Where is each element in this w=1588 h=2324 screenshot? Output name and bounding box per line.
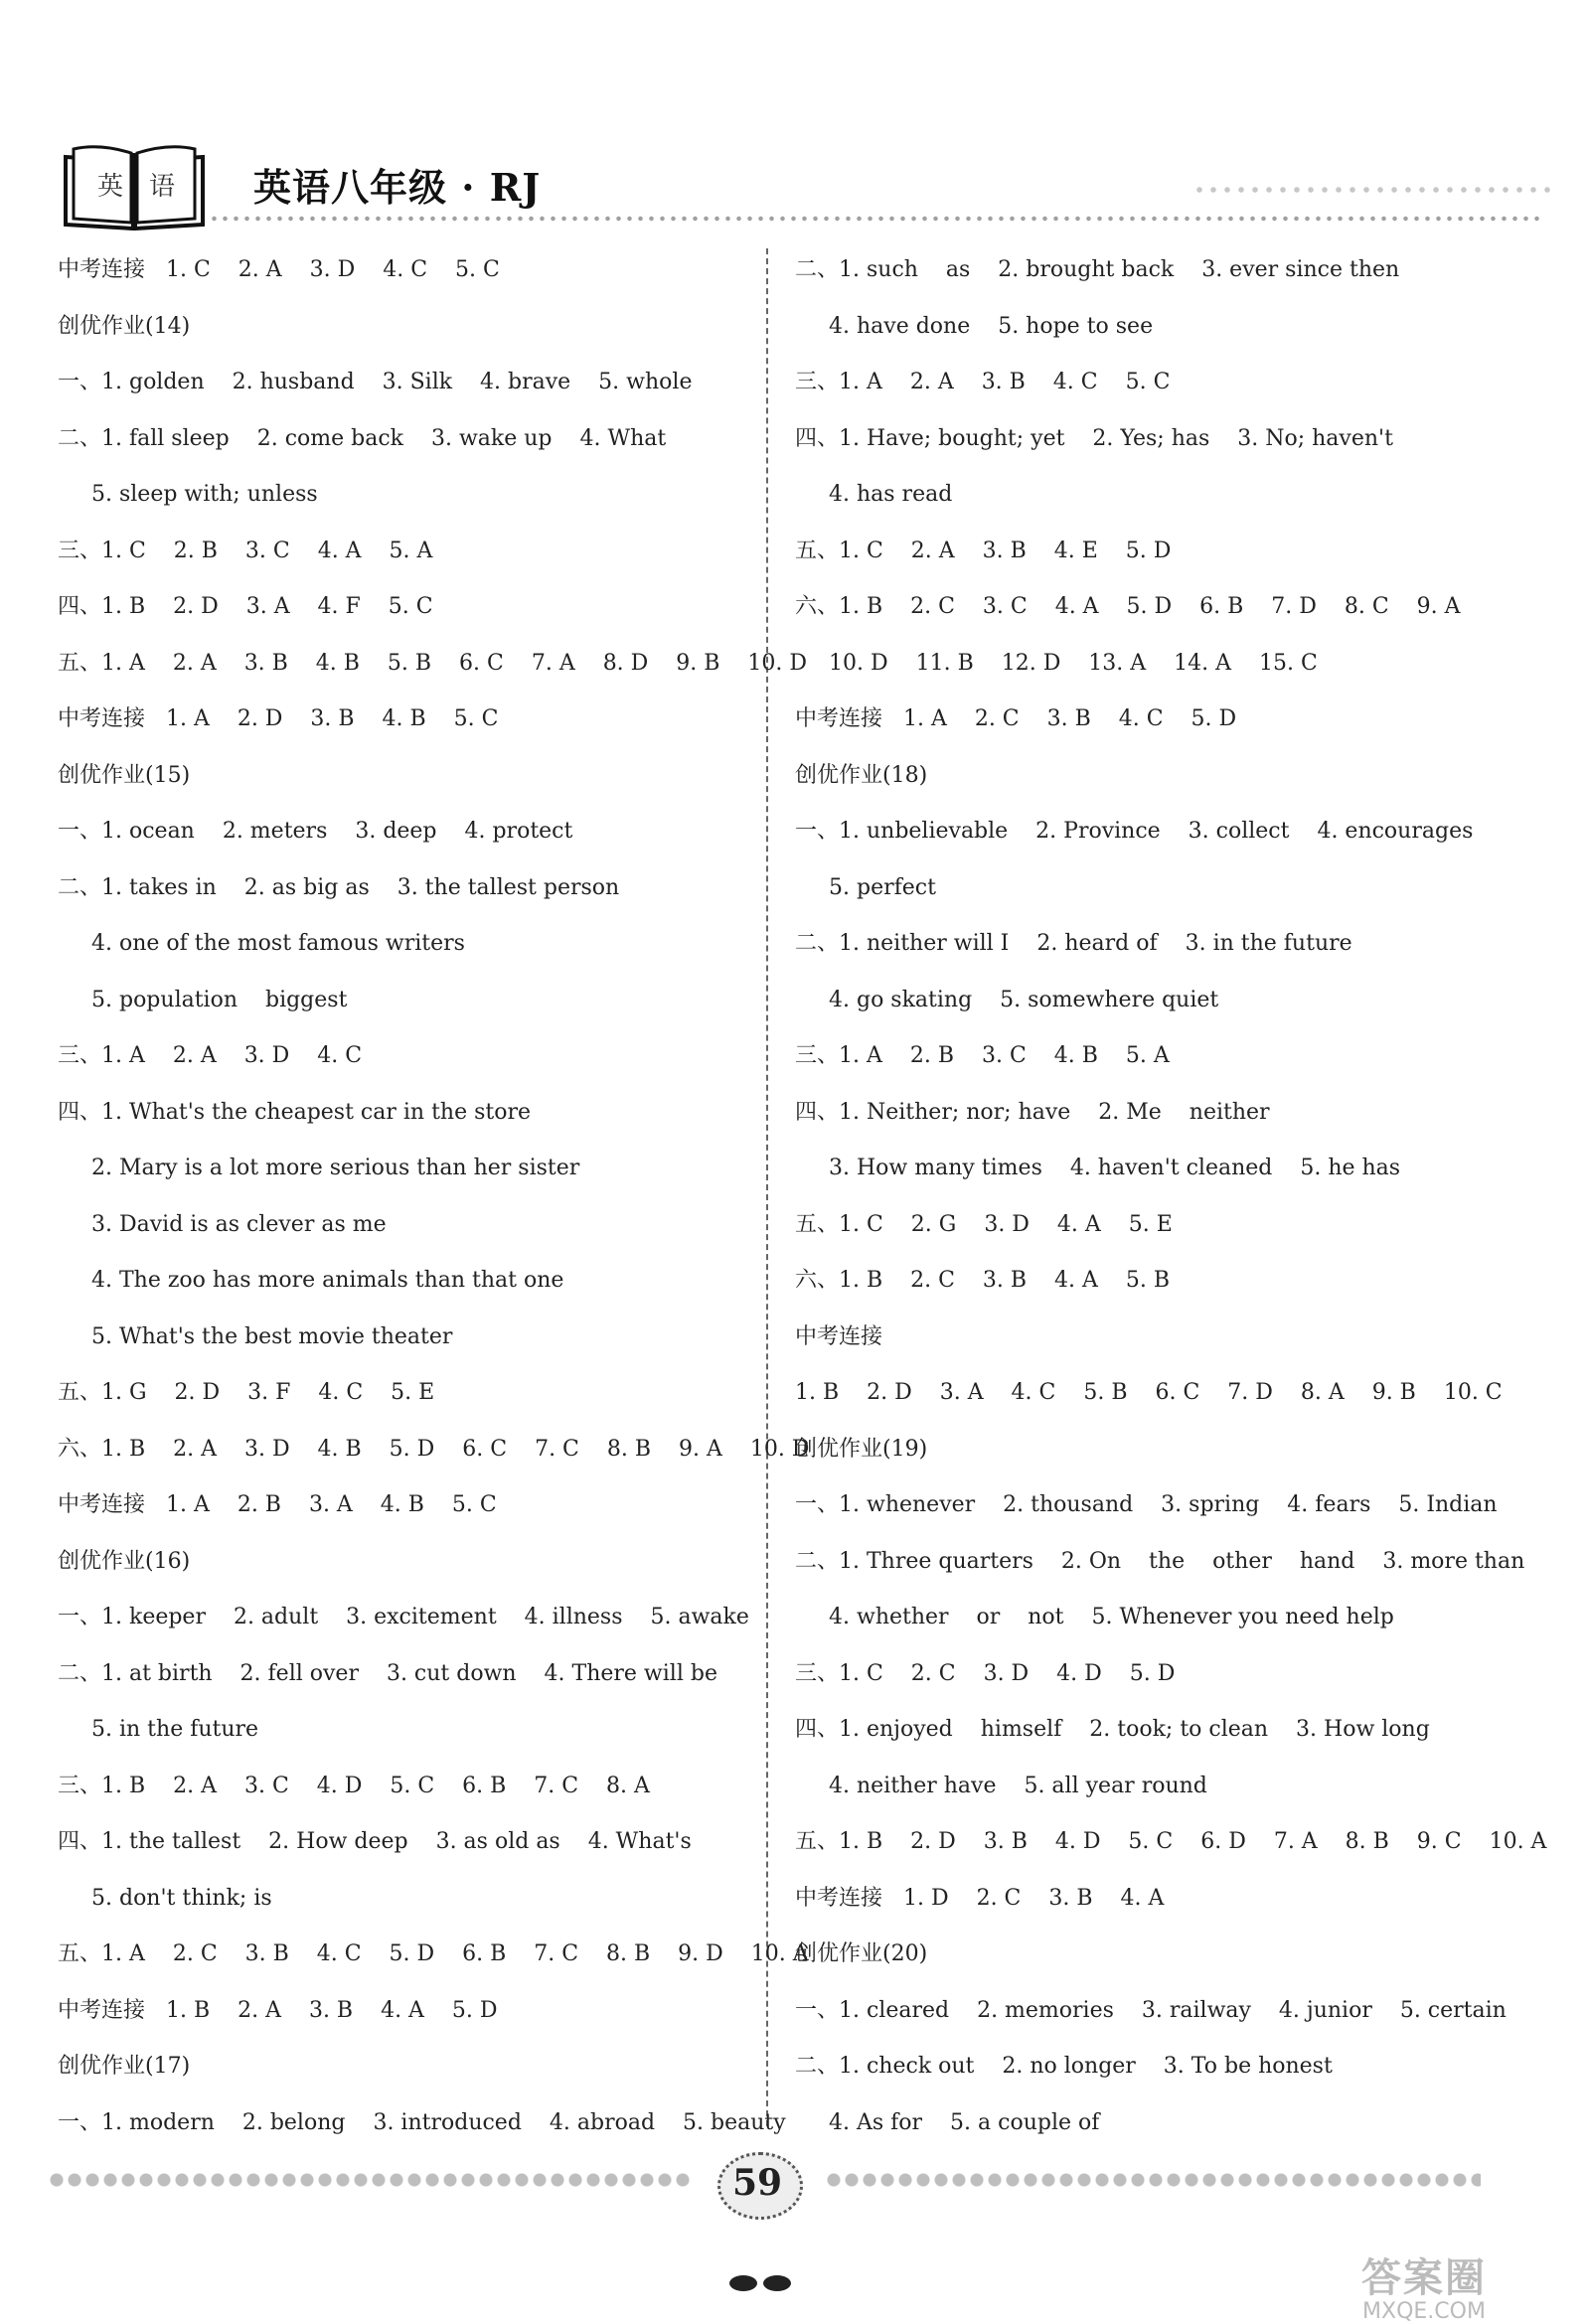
answer-line: 5. population biggest: [91, 987, 348, 1012]
answer-line: 五、1. G 2. D 3. F 4. C 5. E: [58, 1380, 435, 1405]
answer-line: 三、1. A 2. A 3. B 4. C 5. C: [795, 370, 1171, 394]
answer-line: 创优作业(18): [795, 762, 928, 788]
answer-line: 四、1. B 2. D 3. A 4. F 5. C: [58, 594, 433, 619]
answer-line: 1. B 2. D 3. A 4. C 5. B 6. C 7. D 8. A 9. B 10. C: [795, 1380, 1503, 1405]
answer-line: 四、1. What's the cheapest car in the store: [58, 1099, 532, 1125]
footer-dots-left: [48, 2170, 694, 2190]
book-char-left: 英: [97, 172, 124, 202]
answer-line: 创优作业(20): [795, 1941, 928, 1966]
left-answer-column: [58, 242, 810, 2151]
answer-line: 4. have done 5. hope to see: [829, 313, 1154, 339]
page-header: [60, 139, 1491, 229]
answer-line: 中考连接 1. C 2. A 3. D 4. C 5. C: [58, 257, 500, 282]
answer-line: 五、1. C 2. G 3. D 4. A 5. E: [795, 1211, 1173, 1237]
answer-line: 五、1. A 2. C 3. B 4. C 5. D 6. B 7. C 8. B 9. D 10. A: [58, 1941, 809, 1966]
page-number: 59: [708, 2148, 807, 2218]
answer-line: 二、1. takes in 2. as big as 3. the tallest person: [58, 874, 620, 900]
right-answer-column: [795, 242, 1547, 2151]
answer-line: 三、1. A 2. B 3. C 4. B 5. A: [795, 1043, 1170, 1068]
answer-line: 四、1. enjoyed himself 2. took; to clean 3. How long: [795, 1717, 1430, 1742]
answer-line: 创优作业(17): [58, 2054, 191, 2079]
answer-line: 5. perfect: [829, 874, 936, 900]
answer-line: 六、1. B 2. A 3. D 4. B 5. D 6. C 7. C 8. B 9. A 10. D: [58, 1436, 810, 1462]
answer-line: 中考连接 1. B 2. A 3. B 4. A 5. D: [58, 1997, 498, 2023]
book-char-right: 语: [149, 172, 176, 202]
answer-line: 中考连接: [795, 1323, 883, 1349]
answer-line: 五、1. A 2. A 3. B 4. B 5. B 6. C 7. A 8. D 9. B 10. D: [58, 650, 808, 676]
answer-line: 4. has read: [829, 482, 953, 507]
answer-line: 三、1. C 2. B 3. C 4. A 5. A: [58, 538, 433, 563]
answer-line: 三、1. C 2. C 3. D 4. D 5. D: [795, 1660, 1176, 1686]
answer-line: 三、1. B 2. A 3. C 4. D 5. C 6. B 7. C 8. A: [58, 1773, 650, 1798]
answer-line: 4. one of the most famous writers: [91, 931, 465, 956]
answer-line: 二、1. neither will I 2. heard of 3. in the future: [795, 931, 1352, 956]
answer-line: 四、1. the tallest 2. How deep 3. as old as 4. What's: [58, 1829, 692, 1854]
column-divider: [766, 248, 768, 2126]
answer-line: 五、1. B 2. D 3. B 4. D 5. C 6. D 7. A 8. B 9. C 10. A: [795, 1829, 1547, 1854]
answer-line: 五、1. C 2. A 3. B 4. E 5. D: [795, 538, 1172, 563]
watermark-url: MXQE.COM: [1362, 2299, 1486, 2324]
answer-line: 10. D 11. B 12. D 13. A 14. A 15. C: [829, 650, 1318, 676]
answer-line: 创优作业(16): [58, 1548, 191, 1574]
answer-line: 中考连接 1. A 2. B 3. A 4. B 5. C: [58, 1492, 497, 1517]
watermark-logo-text: 答案圈: [1361, 2255, 1487, 2301]
answer-line: 四、1. Neither; nor; have 2. Me neither: [795, 1099, 1270, 1125]
page-title: 英语八年级 · RJ: [253, 165, 542, 210]
answer-line: 一、1. cleared 2. memories 3. railway 4. junior 5. certain: [795, 1997, 1507, 2023]
answer-line: 六、1. B 2. C 3. C 4. A 5. D 6. B 7. D 8. C 9. A: [795, 594, 1461, 619]
answer-line: 一、1. whenever 2. thousand 3. spring 4. fears 5. Indian: [795, 1492, 1498, 1517]
answer-line: 二、1. fall sleep 2. come back 3. wake up 4. What: [58, 425, 667, 451]
answer-line: 5. sleep with; unless: [91, 482, 318, 507]
answer-line: 一、1. unbelievable 2. Province 3. collect 4. encourages: [795, 819, 1474, 844]
header-dotted-rule: [209, 215, 1540, 223]
answer-line: 六、1. B 2. C 3. B 4. A 5. B: [795, 1268, 1171, 1293]
answer-line: 一、1. ocean 2. meters 3. deep 4. protect: [58, 819, 573, 844]
answer-line: 中考连接 1. A 2. C 3. B 4. C 5. D: [795, 706, 1237, 731]
answer-line: 一、1. modern 2. belong 3. introduced 4. abroad 5. beauty: [58, 2109, 786, 2135]
answer-line: 4. neither have 5. all year round: [829, 1773, 1207, 1798]
answer-line: 5. in the future: [91, 1717, 259, 1742]
answer-line: 二、1. at birth 2. fell over 3. cut down 4. There will be: [58, 1660, 717, 1686]
watermark: [1361, 2255, 1487, 2323]
mascot-feet-icon: [725, 2265, 795, 2295]
answer-line: 一、1. keeper 2. adult 3. excitement 4. illness 5. awake: [58, 1605, 749, 1629]
answer-line: 二、1. such as 2. brought back 3. ever since then: [795, 257, 1400, 282]
answer-line: 3. David is as clever as me: [91, 1211, 387, 1237]
answer-line: 三、1. A 2. A 3. D 4. C: [58, 1043, 363, 1068]
answer-line: 5. don't think; is: [91, 1885, 272, 1911]
answer-line: 中考连接 1. D 2. C 3. B 4. A: [795, 1885, 1165, 1911]
answer-line: 创优作业(14): [58, 313, 191, 339]
answer-line: 二、1. Three quarters 2. On the other hand 3. more than: [795, 1548, 1525, 1574]
answer-line: 4. The zoo has more animals than that one: [91, 1268, 564, 1293]
answer-line: 创优作业(19): [795, 1436, 928, 1462]
footer-dots-right: [825, 2170, 1481, 2190]
answer-line: 创优作业(15): [58, 762, 191, 788]
answer-line: 5. What's the best movie theater: [91, 1323, 453, 1349]
answer-line: 4. whether or not 5. Whenever you need help: [829, 1605, 1394, 1629]
answer-line: 二、1. check out 2. no longer 3. To be honest: [795, 2054, 1333, 2079]
answer-line: 3. How many times 4. haven't cleaned 5. he has: [829, 1156, 1401, 1180]
answer-line: 2. Mary is a lot more serious than her sister: [91, 1156, 580, 1180]
answer-line: 4. go skating 5. somewhere quiet: [829, 987, 1219, 1012]
open-book-icon: [60, 139, 209, 231]
answer-line: 四、1. Have; bought; yet 2. Yes; has 3. No; haven't: [795, 425, 1393, 451]
answer-line: 中考连接 1. A 2. D 3. B 4. B 5. C: [58, 706, 499, 731]
header-dots-decoration: [1192, 183, 1550, 197]
answer-line: 一、1. golden 2. husband 3. Silk 4. brave 5. whole: [58, 370, 693, 394]
answer-line: 4. As for 5. a couple of: [829, 2109, 1100, 2135]
